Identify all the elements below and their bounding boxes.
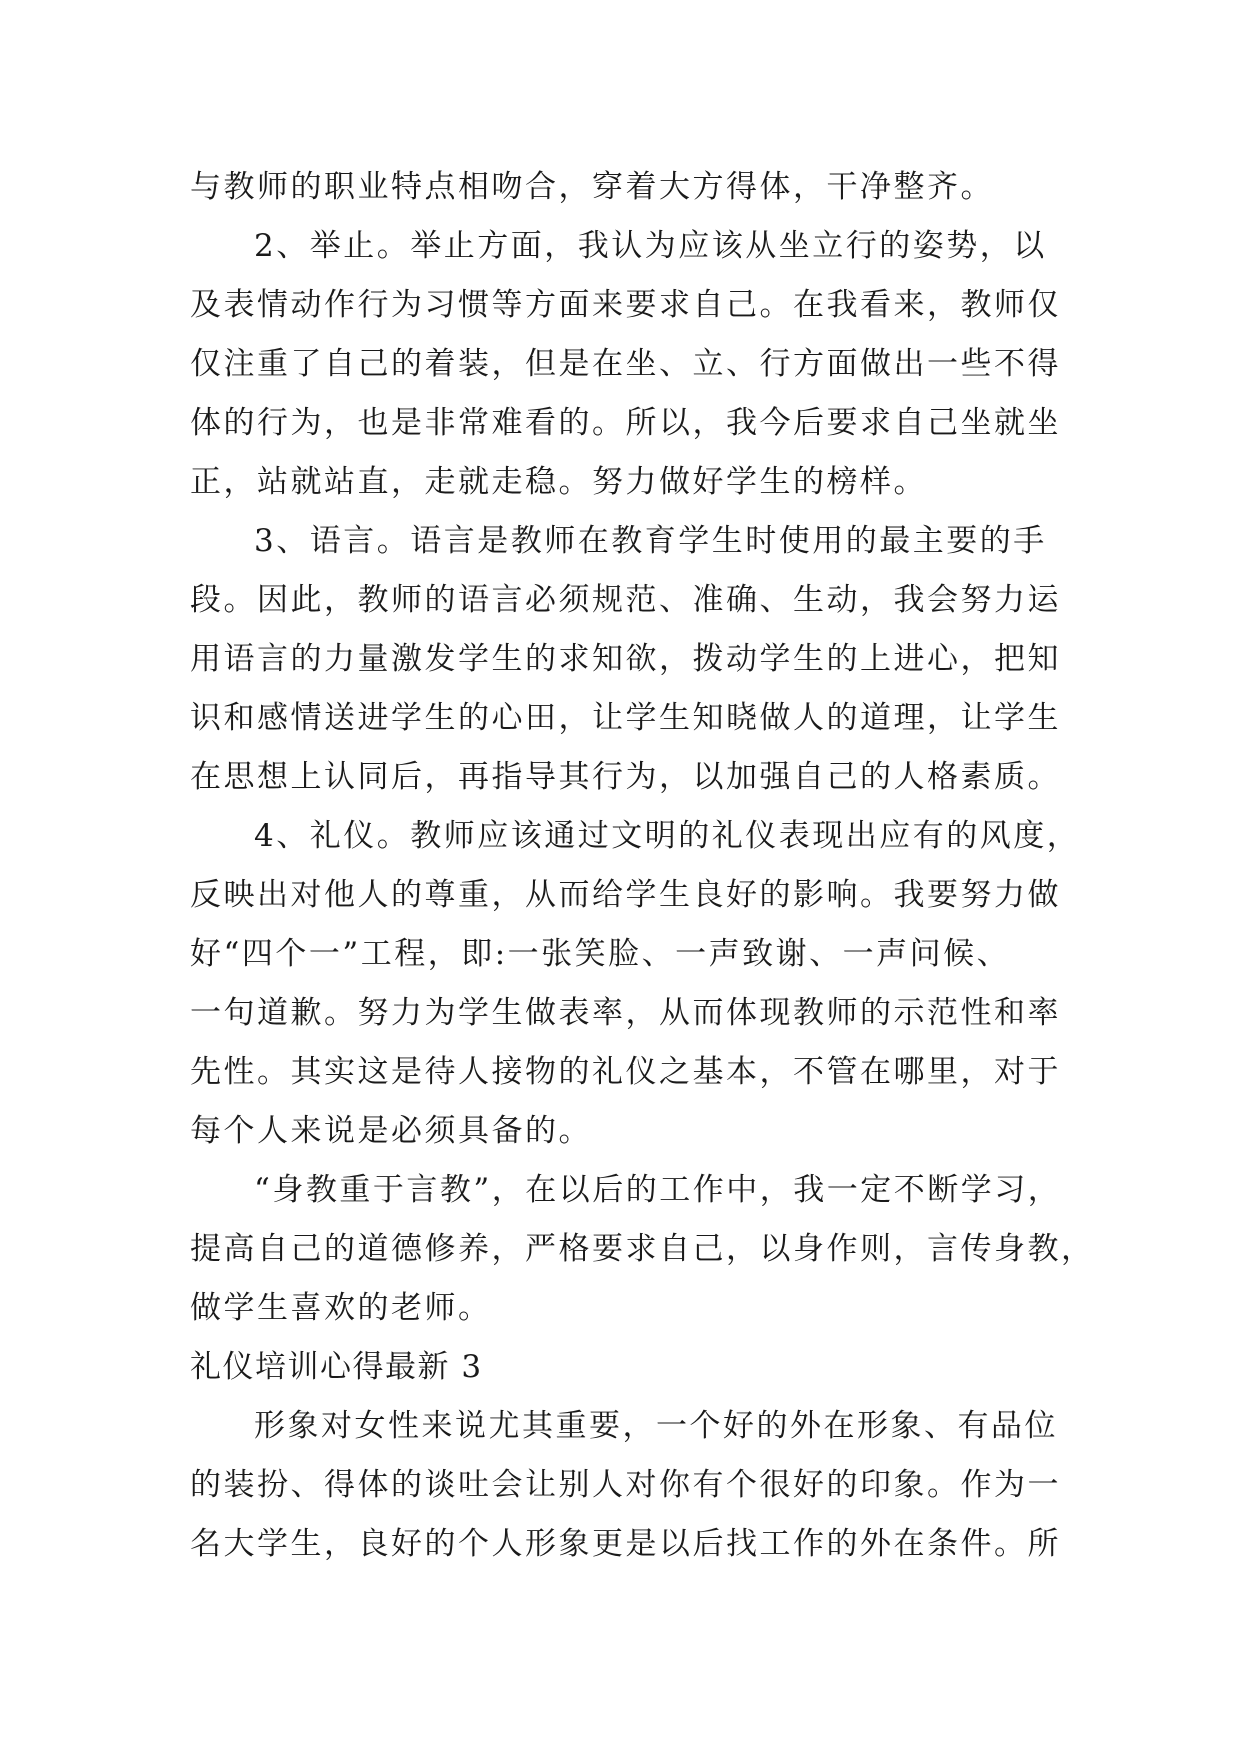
paragraph-start-line: 4、礼仪。教师应该通过文明的礼仪表现出应有的风度， xyxy=(254,818,1081,854)
text-line: 段。因此，教师的语言必须规范、准确、生动，我会努力运 xyxy=(190,582,1061,618)
text-line: 好“四个一”工程，即:一张笑脸、一声致谢、一声问候、 xyxy=(190,936,1011,972)
text-line: 在思想上认同后，再指导其行为，以加强自己的人格素质。 xyxy=(190,759,1061,795)
text-line: 及表情动作行为习惯等方面来要求自己。在我看来，教师仅 xyxy=(190,287,1061,323)
paragraph-start-line: 3、语言。语言是教师在教育学生时使用的最主要的手 xyxy=(254,523,1047,559)
text-line: 体的行为，也是非常难看的。所以，我今后要求自己坐就坐 xyxy=(190,405,1061,441)
text-line: 用语言的力量激发学生的求知欲，拨动学生的上进心，把知 xyxy=(190,641,1061,677)
paragraph-start-line: 形象对女性来说尤其重要，一个好的外在形象、有品位 xyxy=(254,1408,1058,1444)
paragraph-start-line: 2、举止。举止方面，我认为应该从坐立行的姿势，以 xyxy=(254,228,1047,264)
text-line: 仅注重了自己的着装，但是在坐、立、行方面做出一些不得 xyxy=(190,346,1061,382)
text-line: 每个人来说是必须具备的。 xyxy=(190,1113,592,1149)
text-line: 做学生喜欢的老师。 xyxy=(190,1290,492,1326)
text-line: 名大学生，良好的个人形象更是以后找工作的外在条件。所 xyxy=(190,1526,1061,1562)
text-line: 的装扮、得体的谈吐会让别人对你有个很好的印象。作为一 xyxy=(190,1467,1061,1503)
text-line: 反映出对他人的尊重，从而给学生良好的影响。我要努力做 xyxy=(190,877,1061,913)
text-line: 与教师的职业特点相吻合，穿着大方得体，干净整齐。 xyxy=(190,169,994,205)
text-line: 提高自己的道德修养，严格要求自己，以身作则，言传身教， xyxy=(190,1231,1095,1267)
text-line: 一句道歉。努力为学生做表率，从而体现教师的示范性和率 xyxy=(190,995,1061,1031)
section-heading: 礼仪培训心得最新 3 xyxy=(190,1349,483,1385)
text-line: 正，站就站直，走就走稳。努力做好学生的榜样。 xyxy=(190,464,927,500)
document-body xyxy=(190,158,1095,1574)
text-line: 识和感情送进学生的心田，让学生知晓做人的道理，让学生 xyxy=(190,700,1061,736)
paragraph-start-line: “身教重于言教”，在以后的工作中，我一定不断学习， xyxy=(254,1172,1062,1208)
text-line: 先性。其实这是待人接物的礼仪之基本，不管在哪里，对于 xyxy=(190,1054,1061,1090)
